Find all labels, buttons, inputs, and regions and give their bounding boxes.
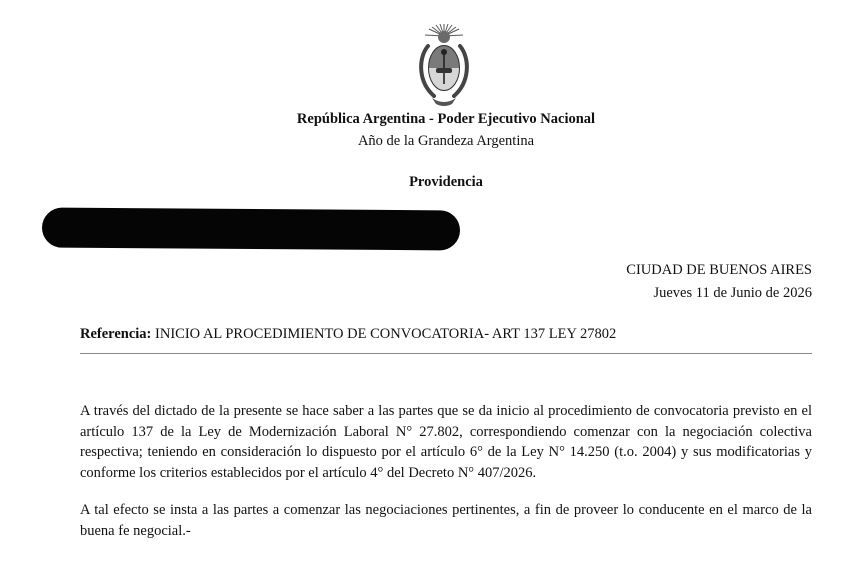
institution-title: República Argentina - Poder Ejecutivo Nacional bbox=[296, 111, 596, 127]
body-paragraph-2: A tal efecto se insta a las partes a comenzar las negociaciones pertinentes, a fin de proveer lo conducente en el marco de la buena fe negocial.- bbox=[80, 502, 812, 539]
reference-divider bbox=[80, 353, 812, 354]
year-motto: Año de la Grandeza Argentina bbox=[357, 133, 535, 149]
document-city: CIUDAD DE BUENOS AIRES bbox=[626, 262, 812, 278]
reference-text: INICIO AL PROCEDIMIENTO DE CONVOCATORIA- ART 137 LEY 27802 bbox=[155, 326, 617, 342]
reference-line bbox=[80, 326, 616, 343]
document-type-title: Providencia bbox=[409, 174, 483, 190]
redacted-block bbox=[42, 208, 460, 251]
reference-label: Referencia: bbox=[80, 326, 152, 342]
document-date: Jueves 11 de Junio de 2026 bbox=[653, 285, 812, 301]
body-paragraph-1: A través del dictado de la presente se hace saber a las partes que se da inicio al procedimiento de convocatoria previsto en el artículo 137 de la Ley de Modernización Laboral N° 27.802, correspondiendo comenzar con la negociación colectiva respectiva; teniendo en consideración lo dispuesto por el artículo 6° de la Ley N° 14.250 (t.o. 2004) y sus modificatorias y conforme los criterios establecidos por el artículo 4° del Decreto N° 407/2026. bbox=[80, 403, 812, 481]
argentine-coat-of-arms-icon bbox=[412, 22, 476, 108]
